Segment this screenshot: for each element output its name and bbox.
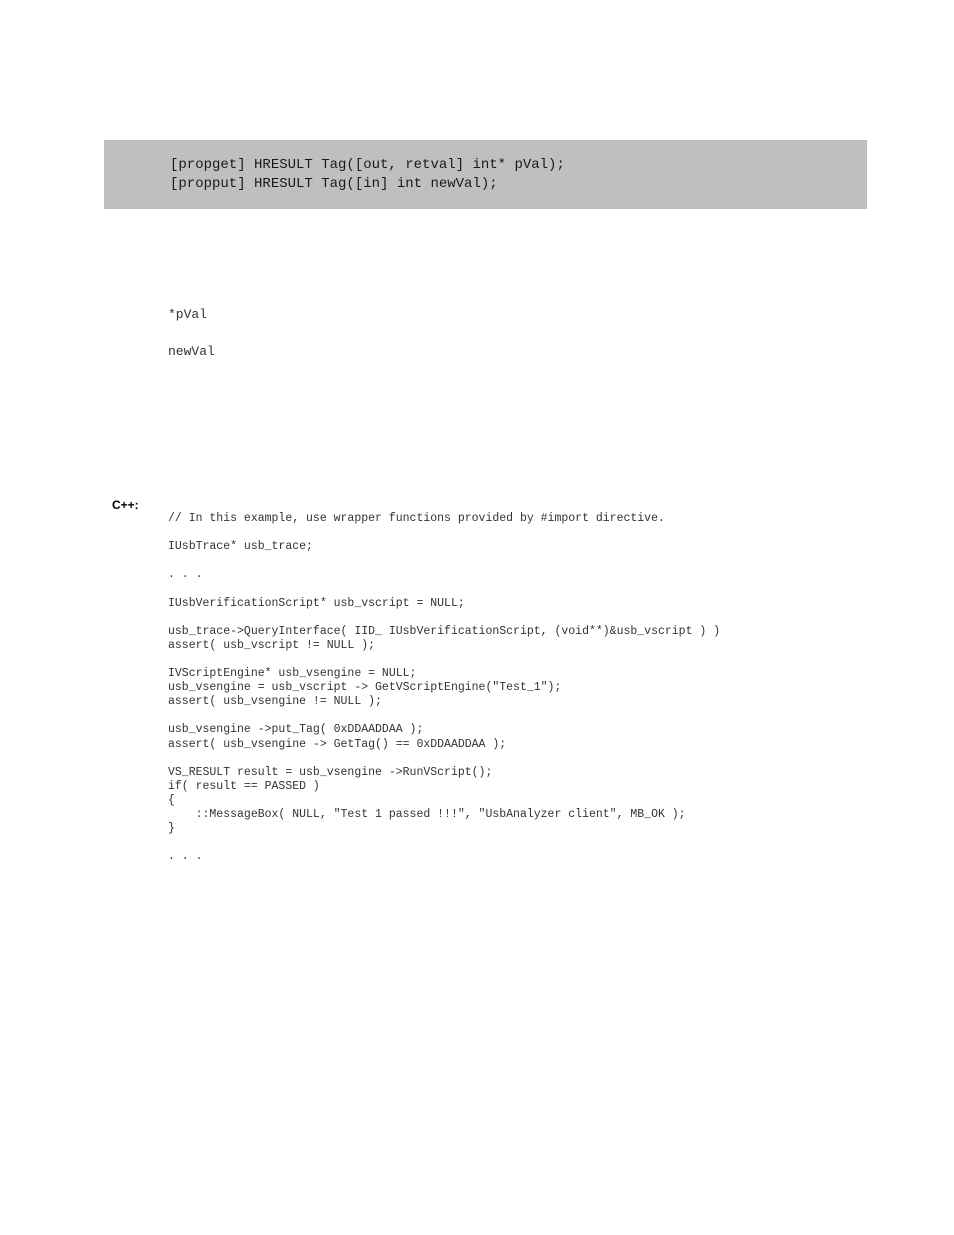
code-line: . . .	[168, 850, 203, 864]
code-line: . . .	[168, 568, 203, 582]
code-line	[168, 709, 868, 723]
code-line: usb_vsengine ->put_Tag( 0xDDAADDAA );	[168, 723, 424, 737]
code-line: }	[168, 822, 175, 836]
code-line	[168, 611, 868, 625]
code-line	[168, 752, 868, 766]
code-line	[168, 526, 868, 540]
code-line: IUsbVerificationScript* usb_vscript = NULL;	[168, 596, 465, 610]
code-line: {	[168, 793, 175, 807]
code-line	[168, 836, 868, 850]
signature-propput-line: [propput] HRESULT Tag([in] int newVal);	[170, 176, 498, 192]
signature-propget-line: [propget] HRESULT Tag([out, retval] int* pVal);	[170, 157, 565, 173]
example-code-block	[168, 512, 868, 864]
code-line	[168, 653, 868, 667]
code-line: assert( usb_vsengine -> GetTag() == 0xDDAADDAA );	[168, 737, 507, 751]
method-signature-block	[104, 140, 867, 209]
parameter-pval: *pVal	[168, 307, 208, 322]
code-line	[168, 554, 868, 568]
code-line: // In this example, use wrapper functions provided by #import directive.	[168, 512, 665, 525]
code-line: usb_trace->QueryInterface( IID_ IUsbVerificationScript, (void**)&usb_vscript ) )	[168, 624, 721, 638]
code-line: assert( usb_vscript != NULL );	[168, 638, 376, 652]
code-line: assert( usb_vsengine != NULL );	[168, 695, 382, 709]
code-line: ::MessageBox( NULL, "Test 1 passed !!!", "UsbAnalyzer client", MB_OK );	[168, 807, 686, 821]
parameter-newval: newVal	[168, 344, 215, 359]
code-line: usb_vsengine = usb_vscript -> GetVScriptEngine("Test_1");	[168, 681, 562, 695]
example-language-label: C++:	[112, 498, 139, 512]
code-line: IVScriptEngine* usb_vsengine = NULL;	[168, 667, 417, 681]
code-line: if( result == PASSED )	[168, 779, 320, 793]
code-line: VS_RESULT result = usb_vsengine ->RunVScript();	[168, 765, 493, 779]
code-line	[168, 582, 868, 596]
code-line: IUsbTrace* usb_trace;	[168, 540, 313, 554]
